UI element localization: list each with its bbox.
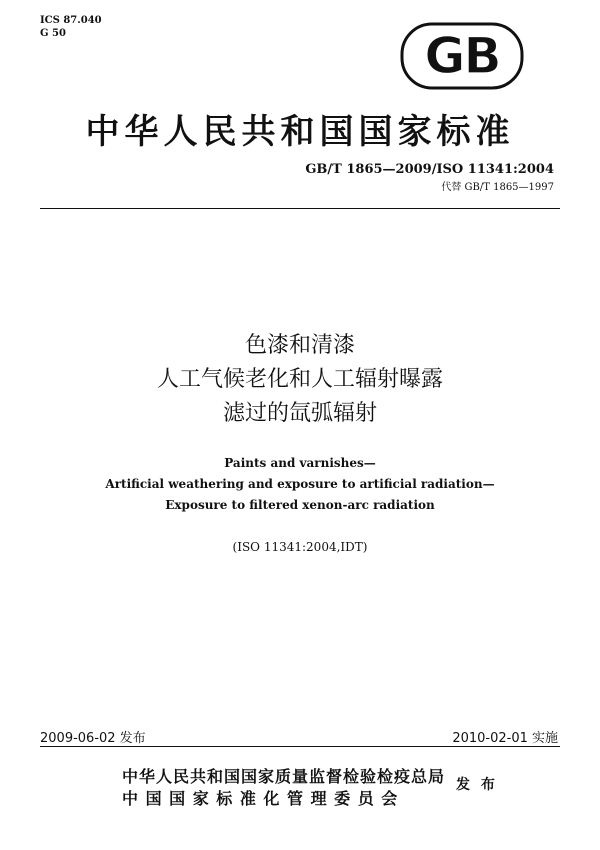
classification-code: G 50 [40,28,66,39]
ics-code: ICS 87.040 [40,15,102,26]
adoption-note: (ISO 11341:2004,IDT) [232,540,368,554]
replaces-note: 代替 GB/T 1865—1997 [441,182,554,193]
title-cn-line-2: 人工气候老化和人工辐射曝露 [156,367,443,392]
title-cn-line-1: 色漆和清漆 [244,333,355,358]
implementation-date: 2010-02-01 实施 [452,731,558,746]
issue-date: 2009-06-02 发布 [40,731,146,746]
national-standard-title: 中华人民共和国国家标准 [85,112,515,152]
gb-logo [400,20,524,92]
title-en-line-2: Artificial weathering and exposure to artificial radiation— [105,477,495,491]
gb-logo-text: GB [424,27,500,85]
title-en-line-1: Paints and varnishes— [224,456,376,470]
publish-label: 发 布 [456,777,498,793]
issuer-line-1: 中华人民共和国国家质量监督检验检疫总局 [122,767,446,786]
classification-block [40,14,102,40]
title-en-line-3: Exposure to filtered xenon-arc radiation [165,498,435,512]
issuer-line-2: 中 国 国 家 标 准 化 管 理 委 员 会 [122,789,399,808]
title-cn-line-3: 滤过的氙弧辐射 [222,401,377,426]
footer-divider [40,746,560,747]
header-divider [40,208,560,209]
standard-number: GB/T 1865—2009/ISO 11341:2004 [305,162,554,177]
